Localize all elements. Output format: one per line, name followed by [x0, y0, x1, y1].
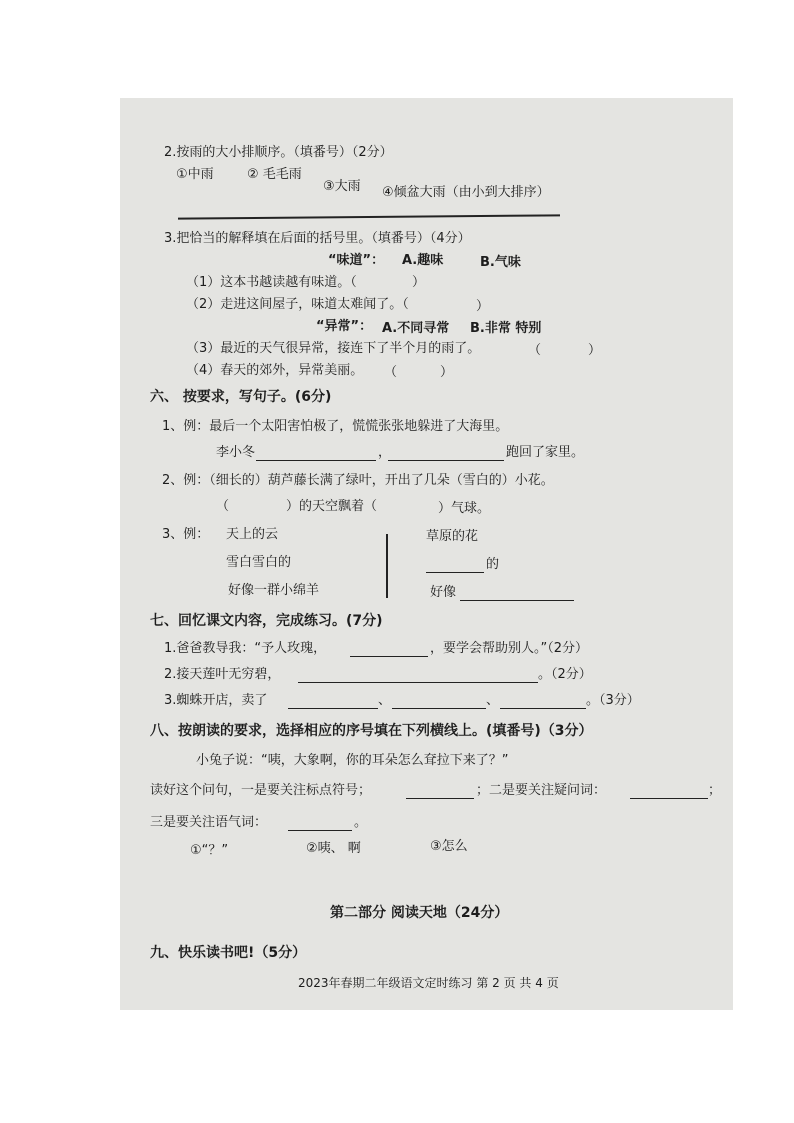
s6-ex3-left-3: 好像一群小绵羊: [228, 583, 320, 598]
s7-q3-sep-1: 、: [378, 693, 392, 708]
q3-item-1: （1）这本书越读越有味道。（: [186, 275, 357, 290]
s8-line2-start: 三是要关注语气词：: [150, 815, 268, 830]
s8-blank-2[interactable]: [630, 784, 708, 799]
s6-ex2-end: ）气球。: [438, 501, 491, 516]
s7-q2-start: 2.接天莲叶无穷碧，: [164, 667, 281, 682]
s7-q3-blank-1[interactable]: [288, 694, 378, 709]
s8-line1-start: 读好这个问句，一是要关注标点符号；: [150, 783, 372, 798]
q2-option-1: ①中雨: [176, 167, 214, 182]
s6-ex1-blank-1[interactable]: [256, 446, 376, 461]
q2-option-2: ② 毛毛雨: [247, 167, 302, 182]
s7-q3-start: 3.蜘蛛开店，卖了: [164, 693, 268, 708]
s7-q3-end: 。（3分）: [586, 693, 640, 708]
q3-word-yichang: “异常”：: [316, 319, 373, 334]
s6-ex3-left-1: 天上的云: [226, 527, 279, 542]
exam-page: [120, 98, 733, 1010]
q3-item-4-close[interactable]: ）: [440, 365, 454, 380]
q3-weidao-option-a: A.趣味: [402, 253, 444, 268]
s6-ex3-left-2: 雪白雪白的: [226, 555, 292, 570]
q3-item-3: （3）最近的天气很异常，接连下了半个月的雨了。: [186, 341, 481, 356]
section-8-title: 八、按朗读的要求，选择相应的序号填在下列横线上。(填番号)（3分）: [150, 723, 593, 739]
s8-option-3: ③怎么: [430, 839, 468, 854]
s7-q1-start: 1.爸爸教导我：“予人玫瑰，: [164, 641, 327, 656]
s6-example-2: 2、例：（细长的）葫芦藤长满了绿叶，开出了几朵（雪白的）小花。: [162, 473, 554, 488]
s6-ex3-divider: [386, 534, 388, 598]
s8-blank-3[interactable]: [288, 816, 352, 831]
s6-ex3-right-2: 的: [486, 557, 500, 572]
q2-title: 2.按雨的大小排顺序。（填番号）（2分）: [164, 145, 393, 160]
q3-item-4-paren[interactable]: （: [384, 365, 398, 380]
s7-q1-blank[interactable]: [350, 642, 428, 657]
q3-yichang-option-a: A.不同寻常: [382, 321, 450, 336]
s7-q1-end: ，要学会帮助别人。”（2分）: [430, 641, 589, 656]
q3-item-2: （2）走进这间屋子，味道太难闻了。（: [186, 297, 409, 312]
s6-ex1-subject: 李小冬: [216, 445, 256, 460]
q3-title: 3.把恰当的解释填在后面的括号里。（填番号）（4分）: [164, 231, 471, 246]
section-6-title: 六、 按要求，写句子。(6分): [150, 389, 332, 405]
s7-q2-blank[interactable]: [298, 668, 538, 683]
q2-option-4: ④倾盆大雨（由小到大排序）: [382, 185, 550, 200]
section-9-title: 九、快乐读书吧!（5分）: [150, 945, 307, 961]
q3-item-2-close[interactable]: ）: [476, 299, 490, 314]
part-2-heading: 第二部分 阅读天地（24分）: [330, 905, 509, 921]
s8-line1-mid: ；二是要关注疑问词：: [476, 783, 607, 798]
s6-ex1-blank-2[interactable]: [388, 446, 504, 461]
q3-item-4: （4）春天的郊外，异常美丽。: [186, 363, 364, 378]
s6-ex2-open[interactable]: （: [216, 499, 230, 514]
s6-ex2-mid[interactable]: ）的天空飘着（: [286, 499, 378, 514]
q3-weidao-option-b: B.气味: [480, 255, 521, 270]
s7-q3-blank-3[interactable]: [500, 694, 586, 709]
q3-word-weidao: “味道”：: [328, 253, 385, 268]
s8-blank-1[interactable]: [406, 784, 474, 799]
s8-line1-end: ；: [708, 783, 722, 798]
q3-yichang-option-b: B.非常 特别: [470, 321, 542, 336]
s7-q2-end: 。（2分）: [538, 667, 592, 682]
s6-ex3-blank-2[interactable]: [460, 586, 574, 601]
q3-item-3-paren[interactable]: （: [528, 343, 542, 358]
s6-ex3-blank-1[interactable]: [426, 558, 484, 573]
s6-ex3-right-1: 草原的花: [426, 529, 479, 544]
s8-line2-end: 。: [354, 815, 368, 830]
s6-ex1-end: 跑回了家里。: [506, 445, 585, 460]
q3-item-3-close[interactable]: ）: [588, 343, 602, 358]
s7-q3-sep-2: 、: [486, 693, 500, 708]
s6-example-3-label: 3、例：: [162, 527, 210, 542]
s6-example-1: 1、例：最后一个太阳害怕极了，慌慌张张地躲进了大海里。: [162, 419, 509, 434]
s8-option-1: ①“？”: [190, 843, 229, 858]
s7-q3-blank-2[interactable]: [392, 694, 486, 709]
page-footer: 2023年春期二年级语文定时练习 第 2 页 共 4 页: [298, 976, 559, 990]
s8-option-2: ②咦、 啊: [306, 841, 361, 856]
s6-ex1-comma: ，: [378, 445, 392, 460]
q2-option-3: ③大雨: [323, 179, 361, 194]
q2-answer-line[interactable]: [178, 214, 560, 219]
section-7-title: 七、回忆课文内容，完成练习。(7分): [150, 613, 383, 629]
s6-ex3-right-3: 好像: [430, 585, 457, 600]
s8-quote: 小兔子说：“咦，大象啊，你的耳朵怎么耷拉下来了？”: [196, 753, 509, 768]
q3-item-1-close[interactable]: ）: [412, 275, 426, 290]
